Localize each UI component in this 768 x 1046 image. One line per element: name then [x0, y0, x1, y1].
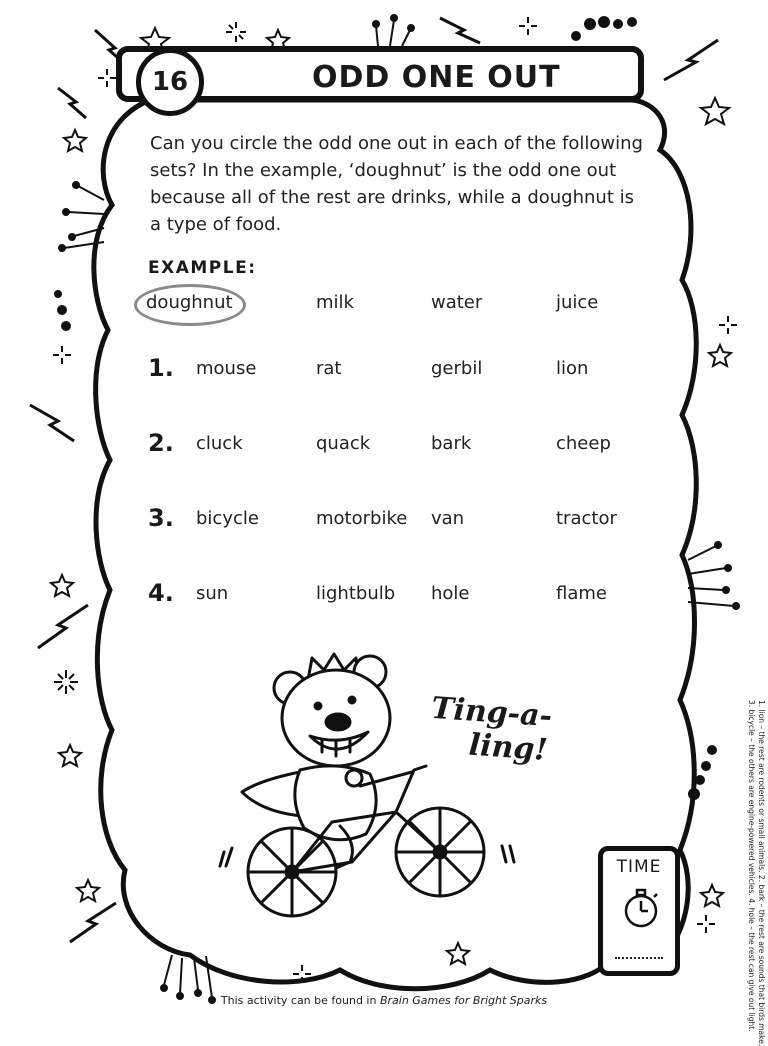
footer-note	[0, 994, 768, 1007]
answer-option[interactable]: cheep	[556, 433, 611, 454]
answer-option[interactable]: cluck	[196, 433, 243, 454]
speech-line: Ting-a-	[430, 690, 554, 735]
answer-option[interactable]: bicycle	[196, 508, 259, 529]
answers-text	[746, 700, 766, 1046]
answers-line: 3. bicycle – the others are engine-powered vehicles. 4. hole – the rest can give out light.	[747, 700, 756, 1032]
speech-line: ling!	[467, 727, 549, 768]
answer-option[interactable]: flame	[556, 583, 607, 604]
answer-option[interactable]: bark	[431, 433, 472, 454]
example-word[interactable]: milk	[316, 292, 354, 313]
instructions-text: Can you circle the odd one out in each of the following sets? In the example, ‘doughnut’ is the odd one out because all of the rest are drinks, while a doughnut is a type of food.	[150, 133, 643, 235]
question-number: 1.	[148, 354, 174, 382]
time-box	[598, 846, 680, 976]
answer-option[interactable]: gerbil	[431, 358, 483, 379]
example-label: EXAMPLE:	[148, 258, 257, 278]
question-number: 3.	[148, 504, 174, 532]
example-word[interactable]: juice	[556, 292, 599, 313]
answer-option[interactable]: tractor	[556, 508, 617, 529]
example-word[interactable]: water	[431, 292, 483, 313]
answer-option[interactable]: lightbulb	[316, 583, 396, 604]
activity-number-badge: 16	[136, 48, 204, 116]
time-entry-line[interactable]	[615, 957, 663, 959]
answers-line: 1. lion – the rest are rodents or small animals. 2. bark – the rest are sounds that birds make.	[757, 700, 766, 1046]
footer-prefix: This activity can be found in	[220, 994, 380, 1007]
answer-option[interactable]: quack	[316, 433, 371, 454]
answer-option[interactable]: motorbike	[316, 508, 408, 529]
page-title: ODD ONE OUT	[312, 60, 561, 95]
stopwatch-icon	[620, 887, 662, 929]
answer-option[interactable]: hole	[431, 583, 470, 604]
answer-option[interactable]: mouse	[196, 358, 257, 379]
question-number: 4.	[148, 579, 174, 607]
example-word[interactable]: doughnut	[146, 292, 233, 313]
answer-option[interactable]: lion	[556, 358, 589, 379]
speech-text	[428, 692, 553, 768]
answer-option[interactable]: rat	[316, 358, 342, 379]
time-label: TIME	[616, 857, 662, 877]
book-title: Brain Games for Bright Sparks	[379, 994, 548, 1007]
answer-option[interactable]: sun	[196, 583, 229, 604]
question-number: 2.	[148, 429, 174, 457]
answer-option[interactable]: van	[431, 508, 465, 529]
